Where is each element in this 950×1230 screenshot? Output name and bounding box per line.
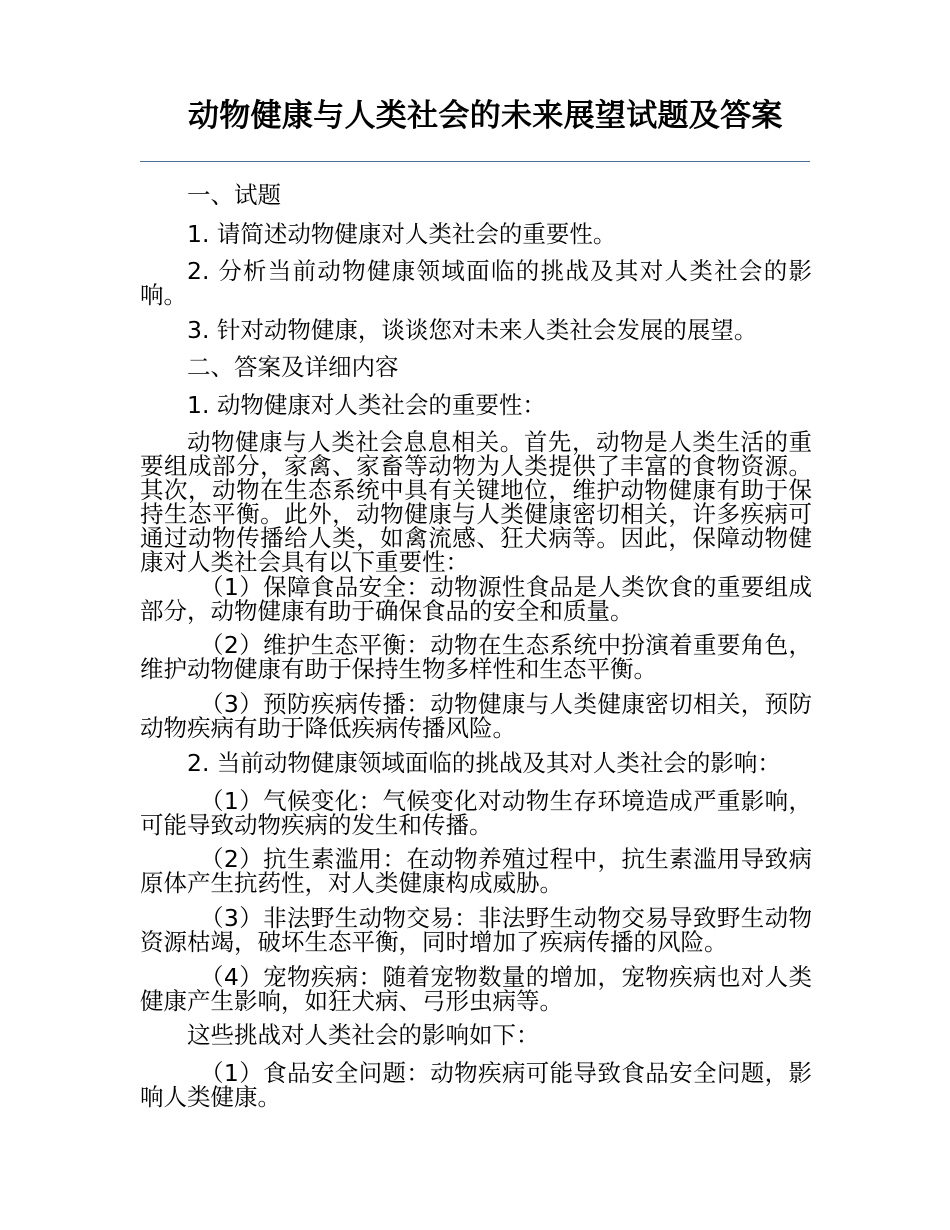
title-underline xyxy=(140,161,810,162)
question-1: 1. 请简述动物健康对人类社会的重要性。 xyxy=(187,220,617,248)
answer-2-point-3: （3）非法野生动物交易：非法野生动物交易导致野生动物资源枯竭，破坏生态平衡，同时增加了疾病传播的风险。 xyxy=(140,904,812,956)
impact-point-1: （1）食品安全问题：动物疾病可能导致食品安全问题，影响人类健康。 xyxy=(140,1059,812,1111)
answer-1-point-1: （1）保障食品安全：动物源性食品是人类饮食的重要组成部分，动物健康有助于确保食品的安全和质量。 xyxy=(140,573,812,625)
document-title: 动物健康与人类社会的未来展望试题及答案 xyxy=(188,98,783,134)
question-2: 2. 分析当前动物健康领域面临的挑战及其对人类社会的影响。 xyxy=(140,257,812,309)
answer-1-heading: 1. 动物健康对人类社会的重要性： xyxy=(187,391,546,419)
section-heading-answers: 二、答案及详细内容 xyxy=(187,353,399,381)
answer-1-point-2: （2）维护生态平衡：动物在生态系统中扮演着重要角色，维护动物健康有助于保持生物多样性和生态平衡。 xyxy=(140,631,812,683)
answer-2-point-1: （1）气候变化：气候变化对动物生存环境造成严重影响，可能导致动物疾病的发生和传播。 xyxy=(140,787,812,839)
question-3: 3. 针对动物健康，谈谈您对未来人类社会发展的展望。 xyxy=(187,316,758,344)
impact-heading: 这些挑战对人类社会的影响如下： xyxy=(187,1021,540,1049)
answer-2-point-4: （4）宠物疾病：随着宠物数量的增加，宠物疾病也对人类健康产生影响，如狂犬病、弓形虫病等。 xyxy=(140,963,812,1015)
section-heading-questions: 一、试题 xyxy=(187,181,281,209)
answer-1-body: 动物健康与人类社会息息相关。首先，动物是人类生活的重要组成部分，家禽、家畜等动物为人类提供了丰富的食物资源。其次，动物在生态系统中具有关键地位，维护动物健康有助于保持生态平衡。此外，动物健康与人类健康密切相关，许多疾病可通过动物传播给人类，如禽流感、狂犬病等。因此，保障动物健康对人类社会具有以下重要性： xyxy=(140,428,812,576)
answer-1-point-3: （3）预防疾病传播：动物健康与人类健康密切相关，预防动物疾病有助于降低疾病传播风险。 xyxy=(140,690,812,742)
answer-2-heading: 2. 当前动物健康领域面临的挑战及其对人类社会的影响： xyxy=(187,749,781,777)
answer-2-point-2: （2）抗生素滥用：在动物养殖过程中，抗生素滥用导致病原体产生抗药性，对人类健康构成威胁。 xyxy=(140,845,812,897)
